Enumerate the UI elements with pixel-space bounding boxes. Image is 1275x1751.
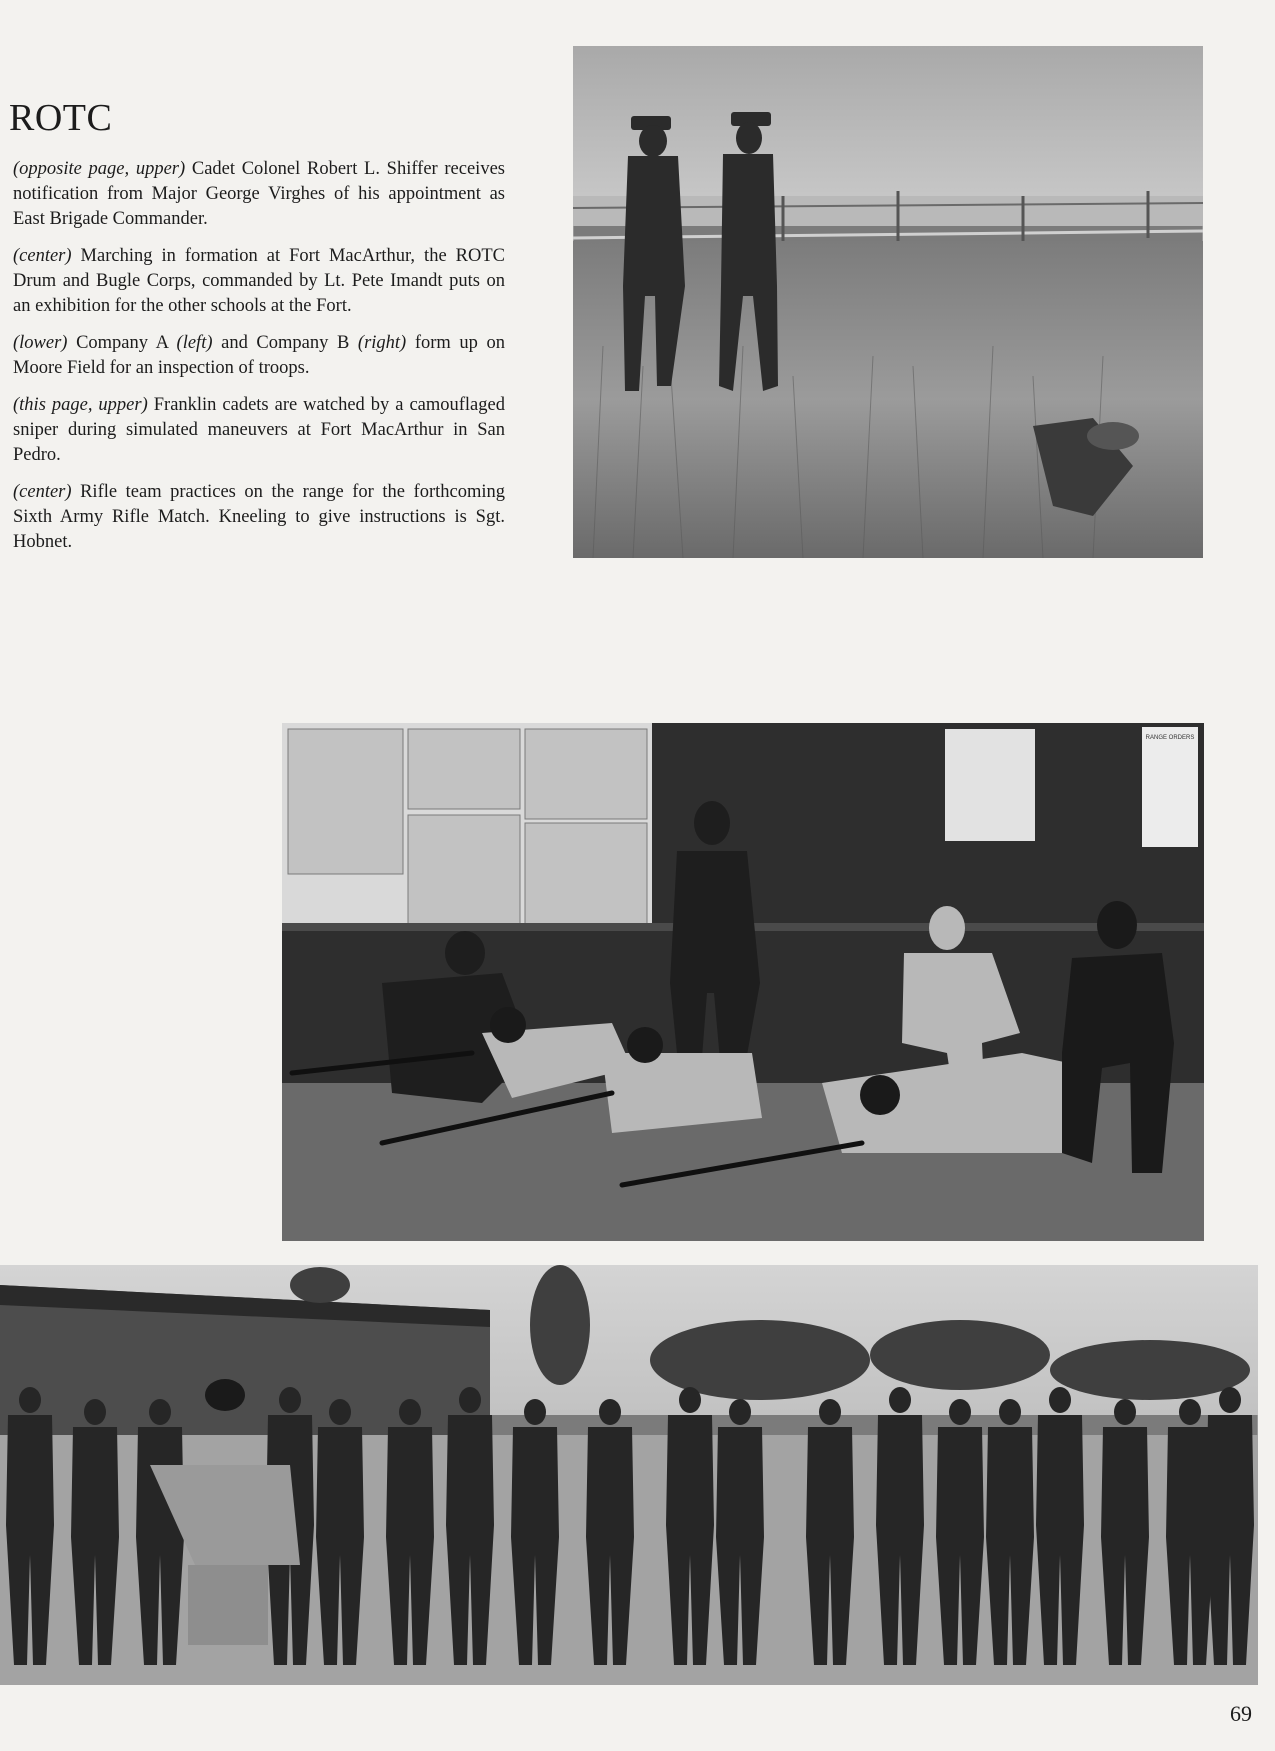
page-number: 69 [1230, 1701, 1252, 1726]
caption-label: (center) [13, 246, 72, 266]
soldier-head [279, 1387, 301, 1413]
soldier-head [599, 1399, 621, 1425]
caption-text-italic: (right) [357, 333, 407, 353]
caption-text: Cadet Colonel Robert L. Shiffer receives notification from Major George Virghes of his appointment as East Brigade Commander. [13, 159, 505, 229]
caption-this-center [13, 480, 505, 555]
caption-label: (lower) [13, 333, 68, 353]
range-orders-sign: RANGE ORDERS [1145, 735, 1195, 741]
caption-label: (opposite page, upper) [13, 159, 186, 179]
page-title: ROTC [9, 97, 113, 139]
soldier-head [1114, 1399, 1136, 1425]
soldier-head [1049, 1387, 1071, 1413]
caption-label: (this page, upper) [13, 395, 148, 415]
caption-text: Franklin cadets are watched by a camouflaged sniper during simulated maneuvers at Fort MacArthur in San Pedro. [13, 395, 505, 465]
soldier-head [1179, 1399, 1201, 1425]
caption-opposite-upper [13, 157, 505, 232]
soldier-head [399, 1399, 421, 1425]
caption-text: form up on Moore Field for an inspection of troops. [13, 333, 505, 378]
soldier-head [819, 1399, 841, 1425]
photo-rifle-team [282, 723, 1204, 1241]
soldier-head [149, 1399, 171, 1425]
soldier-head [459, 1387, 481, 1413]
soldier-head [84, 1399, 106, 1425]
photo-company-formation [0, 1265, 1258, 1685]
soldier-head [329, 1399, 351, 1425]
caption-text: Company A [67, 333, 177, 353]
soldier-head [889, 1387, 911, 1413]
caption-text: Rifle team practices on the range for the forthcoming Sixth Army Rifle Match. Kneeling to give instructions is Sgt. Hobnet. [13, 482, 505, 552]
photo-field-maneuvers [573, 46, 1203, 558]
caption-this-upper [13, 393, 505, 468]
caption-opposite-lower [13, 331, 505, 381]
soldier-head [1219, 1387, 1241, 1413]
caption-text: and Company B [212, 333, 358, 353]
soldier-head [949, 1399, 971, 1425]
caption-block [13, 157, 505, 567]
soldier-head [679, 1387, 701, 1413]
caption-opposite-center [13, 244, 505, 319]
soldier-head [19, 1387, 41, 1413]
soldier-head [999, 1399, 1021, 1425]
caption-text: Marching in formation at Fort MacArthur, the ROTC Drum and Bugle Corps, commanded by Lt. Pete Imandt puts on an exhibition for the other schools at the Fort. [13, 246, 505, 316]
caption-text-italic: (left) [176, 333, 213, 353]
caption-label: (center) [13, 482, 72, 502]
soldier-head [524, 1399, 546, 1425]
soldier-head [729, 1399, 751, 1425]
